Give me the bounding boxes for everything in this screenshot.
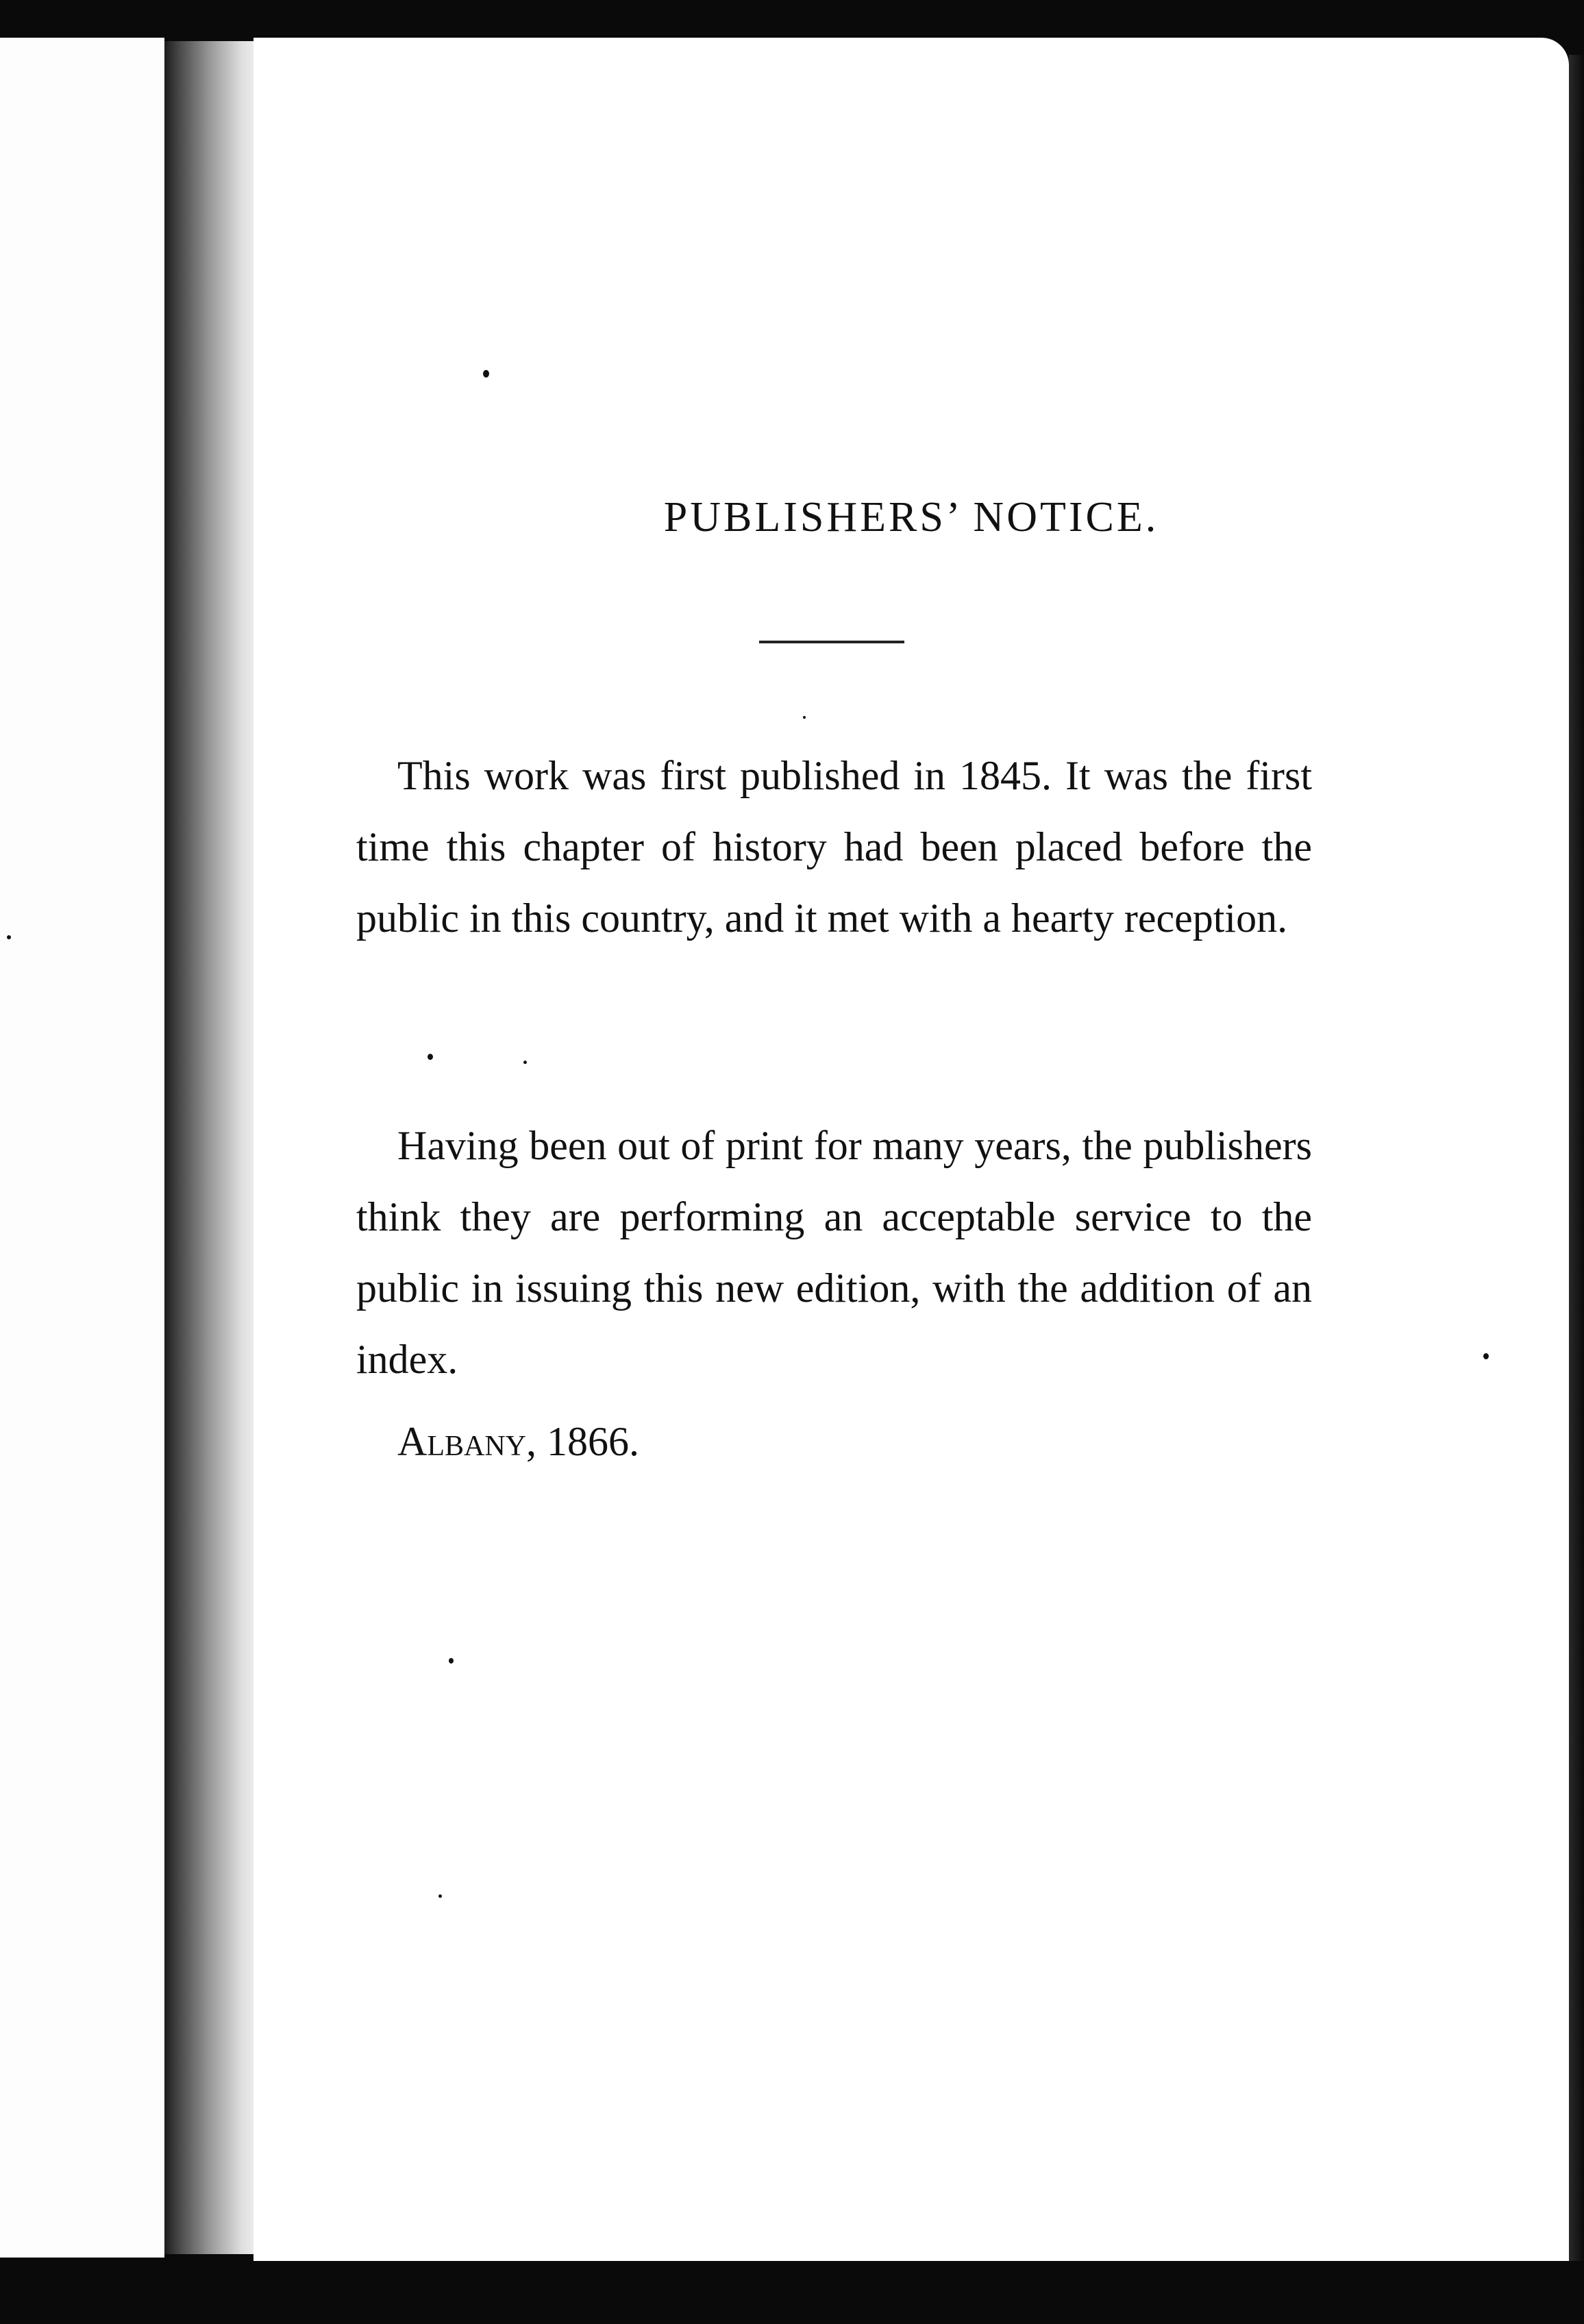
signoff-place: Albany, [397,1419,536,1464]
heading-text: PUBLISHERS’ NOTICE. [663,494,1159,541]
print-speck [803,716,806,719]
print-speck [7,935,11,939]
page-right-edge [1569,55,1584,2268]
page-bottom-edge [164,2261,1584,2324]
print-speck [449,1658,454,1664]
title-rule [759,641,904,643]
print-speck [483,370,489,378]
signoff [397,1406,639,1477]
page-title [253,493,1569,542]
paragraph-new-edition: Having been out of print for many years, the publishers think they are performing an acceptable service to the public in issuing this new edition, with the addition of an index. [356,1123,1312,1382]
spine-shadow [164,41,267,2254]
signoff-year: 1866. [547,1419,639,1464]
print-speck [428,1054,433,1060]
facing-page-edge [0,38,164,2258]
print-speck [438,1894,442,1898]
print-speck [1483,1353,1489,1359]
paragraph-first-publication: This work was first published in 1845. It was the first time this chapter of history had been placed before the public in this country, and it met with a hearty reception. [356,753,1312,941]
print-speck [523,1061,527,1064]
